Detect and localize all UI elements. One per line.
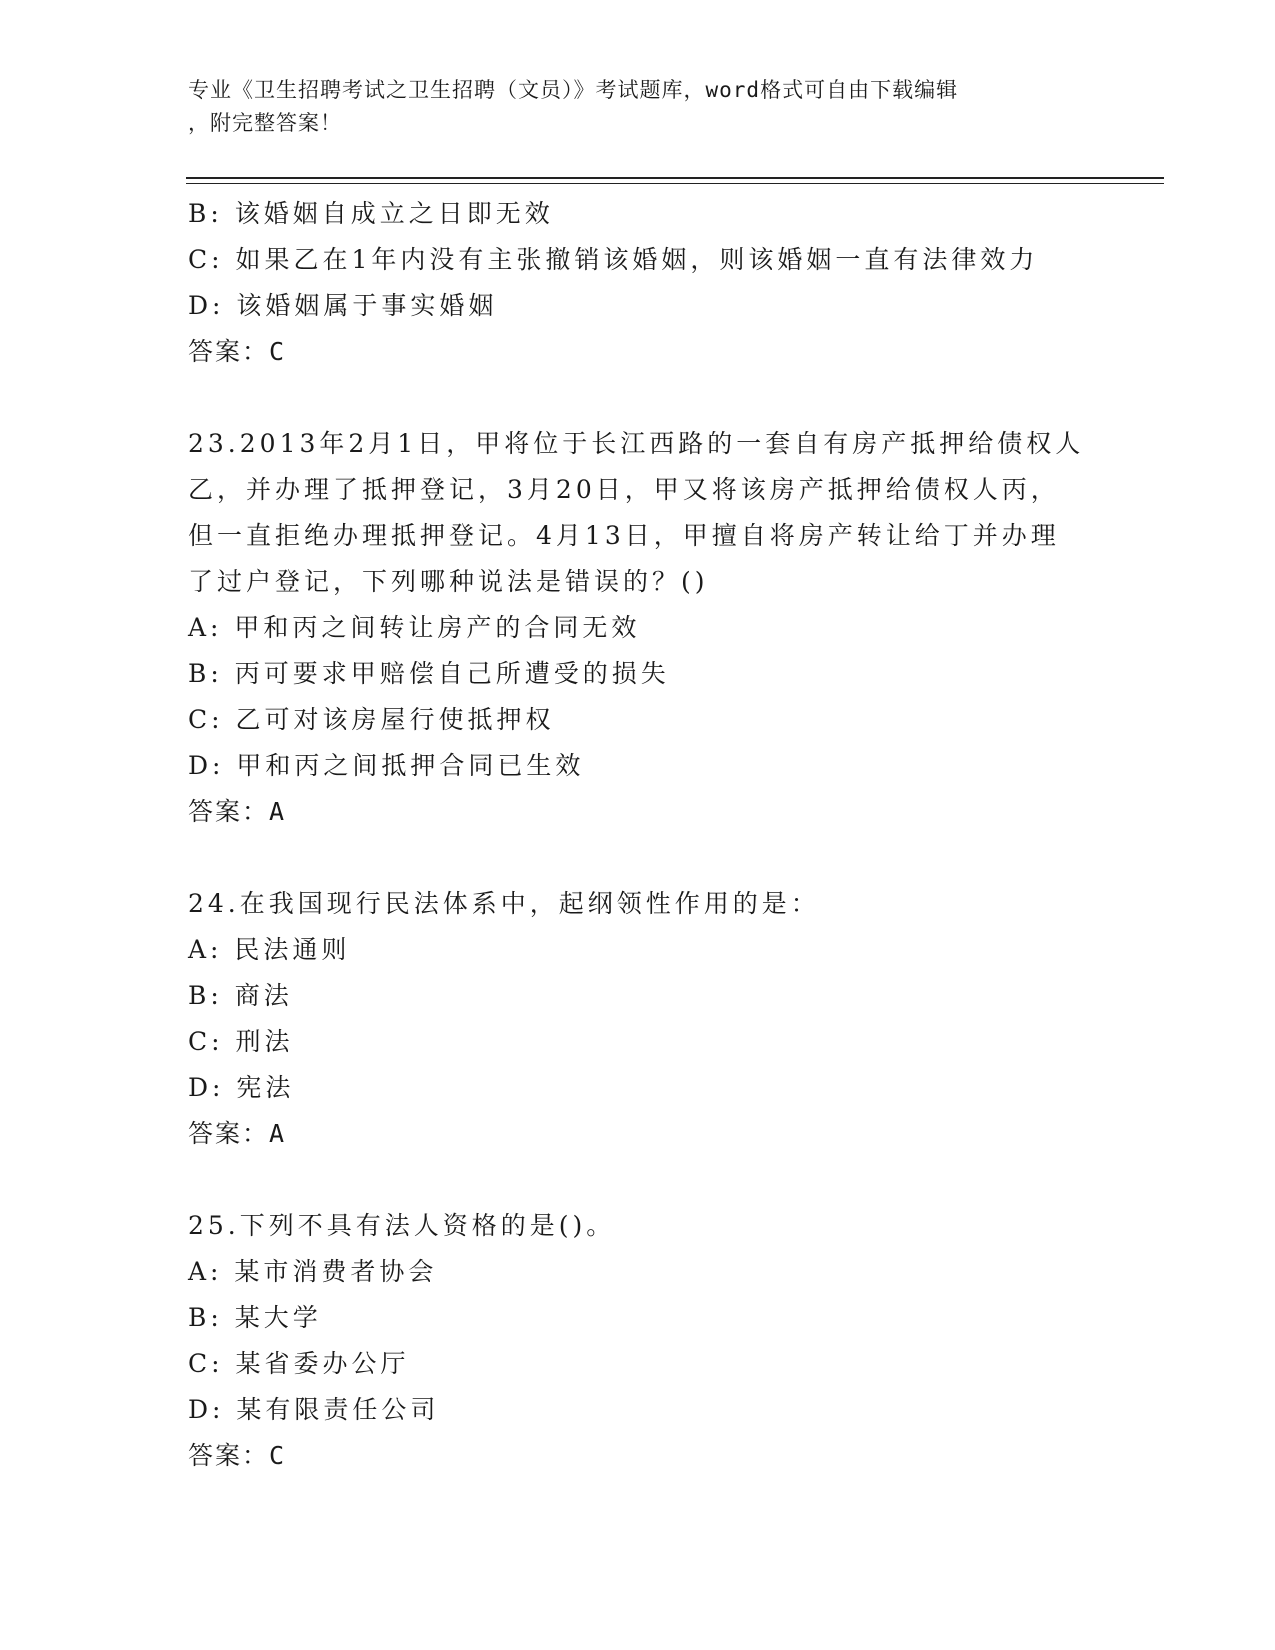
answer-label: 答案：A xyxy=(188,1119,287,1148)
option-a: A: 某市消费者协会 xyxy=(188,1257,438,1286)
question-25 xyxy=(188,1203,1088,1479)
question-23 xyxy=(188,421,1088,835)
option-d: D: 某有限责任公司 xyxy=(188,1395,440,1424)
option-b: B: 丙可要求甲赔偿自己所遭受的损失 xyxy=(188,659,670,688)
question-stem-line: 24.在我国现行民法体系中，起纲领性作用的是： xyxy=(188,889,820,918)
question-24 xyxy=(188,881,1088,1157)
header-divider-thick xyxy=(186,177,1164,179)
question-content xyxy=(188,191,1088,1479)
header-divider-thin xyxy=(186,183,1164,184)
option-c: C: 某省委办公厅 xyxy=(188,1349,410,1378)
option-c: C: 刑法 xyxy=(188,1027,294,1056)
header-line-2: ，附完整答案！ xyxy=(188,111,342,135)
prev-question-block xyxy=(188,191,1088,375)
document-header xyxy=(188,74,1068,140)
question-stem-line: 乙，并办理了抵押登记，3月20日，甲又将该房产抵押给债权人丙， xyxy=(188,475,1060,504)
option-d: D: 甲和丙之间抵押合同已生效 xyxy=(188,751,585,780)
spacer xyxy=(188,1157,1088,1203)
question-stem-line: 但一直拒绝办理抵押登记。4月13日，甲擅自将房产转让给丁并办理 xyxy=(188,521,1060,550)
option-a: A: 民法通则 xyxy=(188,935,351,964)
answer-label: 答案：A xyxy=(188,797,287,826)
option-c: C: 如果乙在1年内没有主张撤销该婚姻，则该婚姻一直有法律效力 xyxy=(188,245,1039,274)
option-c: C: 乙可对该房屋行使抵押权 xyxy=(188,705,555,734)
answer-label: 答案：C xyxy=(188,1441,287,1470)
question-stem-line: 了过户登记，下列哪种说法是错误的？() xyxy=(188,567,709,596)
spacer xyxy=(188,835,1088,881)
option-a: A: 甲和丙之间转让房产的合同无效 xyxy=(188,613,641,642)
option-b: B: 某大学 xyxy=(188,1303,322,1332)
answer-label: 答案：C xyxy=(188,337,287,366)
option-d: D: 宪法 xyxy=(188,1073,295,1102)
question-stem-line: 23.2013年2月1日，甲将位于长江西路的一套自有房产抵押给债权人 xyxy=(188,429,1085,458)
option-b: B: 该婚姻自成立之日即无效 xyxy=(188,199,554,228)
option-d: D: 该婚姻属于事实婚姻 xyxy=(188,291,498,320)
spacer xyxy=(188,375,1088,421)
question-stem-line: 25.下列不具有法人资格的是()。 xyxy=(188,1211,616,1240)
header-line-1: 专业《卫生招聘考试之卫生招聘（文员）》考试题库，word格式可自由下载编辑 xyxy=(188,78,959,102)
option-b: B: 商法 xyxy=(188,981,293,1010)
